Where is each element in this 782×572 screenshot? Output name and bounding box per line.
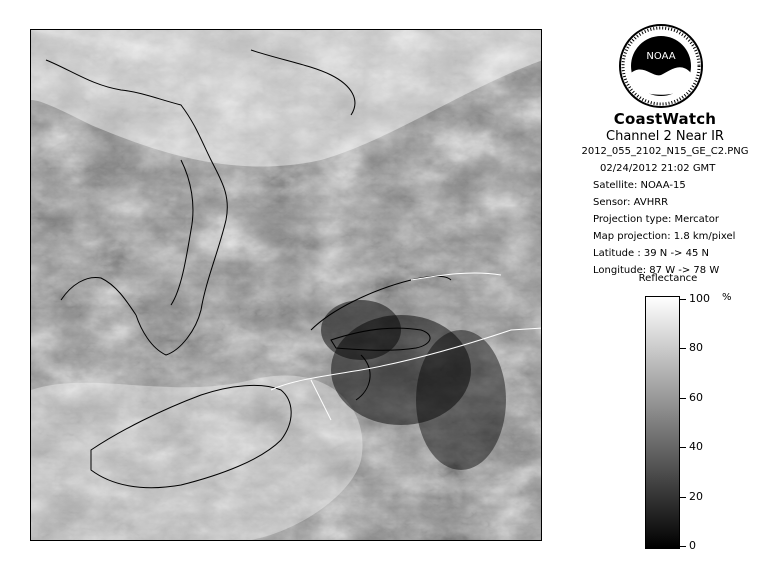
sensor-label: Sensor: AVHRR [593, 197, 669, 208]
legend-unit: % [722, 292, 732, 303]
colorbar-tick [680, 348, 686, 349]
colorbar-tick [680, 546, 686, 547]
colorbar-tick [680, 447, 686, 448]
colorbar-tick [680, 497, 686, 498]
channel-label: Channel 2 Near IR [606, 129, 724, 144]
legend-title: Reflectance [638, 273, 698, 284]
satellite-label: Satellite: NOAA-15 [593, 180, 686, 191]
svg-text:NOAA: NOAA [646, 51, 676, 62]
latitude-label: Latitude : 39 N -> 45 N [593, 248, 709, 259]
reflectance-colorbar [645, 296, 680, 549]
colorbar-tick-label: 100 [689, 292, 710, 305]
longitude-label: Longitude: 87 W -> 78 W [593, 265, 720, 276]
colorbar-tick-label: 20 [689, 490, 703, 503]
projection-type-label: Projection type: Mercator [593, 214, 719, 225]
cloud-imagery [31, 30, 542, 541]
colorbar-tick-label: 0 [689, 539, 696, 552]
colorbar-tick-label: 60 [689, 391, 703, 404]
colorbar-tick-label: 40 [689, 440, 703, 453]
colorbar-tick [680, 299, 686, 300]
colorbar-tick [680, 398, 686, 399]
datetime-label: 02/24/2012 21:02 GMT [600, 163, 716, 174]
colorbar-tick-label: 80 [689, 341, 703, 354]
app-title: CoastWatch [613, 110, 717, 128]
satellite-image [30, 29, 542, 541]
noaa-logo [618, 23, 704, 109]
filename-label: 2012_055_2102_N15_GE_C2.PNG [581, 146, 749, 157]
map-projection-label: Map projection: 1.8 km/pixel [593, 231, 736, 242]
